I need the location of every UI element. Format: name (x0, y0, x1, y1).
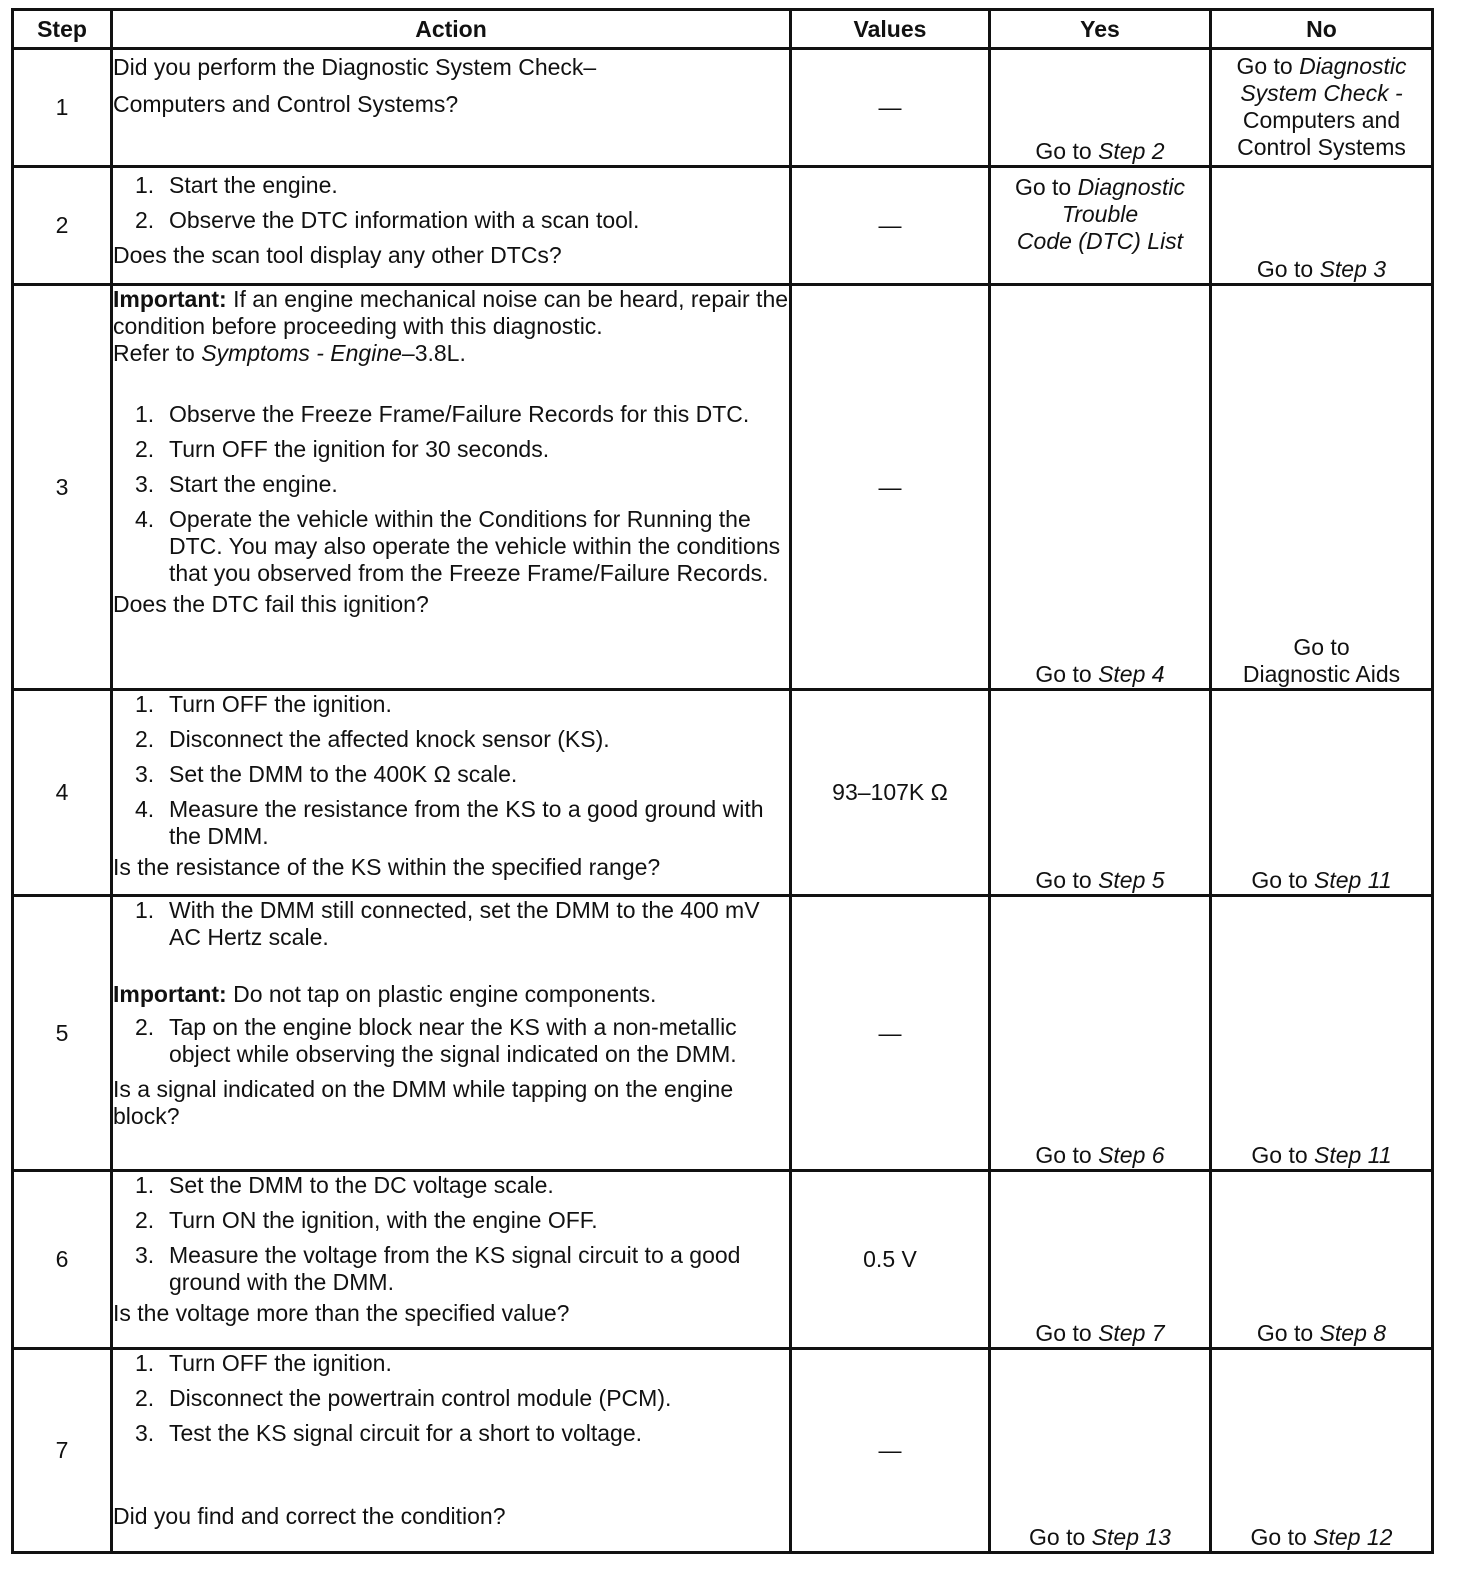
no-link[interactable]: System Check - (1240, 80, 1403, 107)
header-action: Action (112, 10, 791, 49)
action-cell (112, 1171, 791, 1349)
no-link[interactable]: Diagnostic (1299, 53, 1407, 80)
step-number: 6 (13, 1171, 112, 1349)
action-text: Computers and Control Systems? (113, 91, 459, 117)
yes-link[interactable]: Step 6 (1098, 1142, 1165, 1169)
step-number: 3 (13, 285, 112, 690)
step-number: 1 (13, 49, 112, 167)
refer-link[interactable]: Symptoms - Engine (201, 340, 402, 366)
yes-link[interactable]: Code (DTC) List (1016, 227, 1184, 254)
no-prefix: Go to (1256, 256, 1314, 283)
step-number: 4 (13, 690, 112, 896)
yes-prefix: Go to (1035, 1142, 1092, 1169)
yes-cell (990, 285, 1211, 690)
table-row (13, 690, 1433, 896)
action-question: Is the resistance of the KS within the specified range? (113, 854, 661, 880)
action-step: 1. Turn OFF the ignition. (135, 1350, 392, 1376)
step-number: 5 (13, 896, 112, 1171)
action-cell (112, 49, 791, 167)
no-link[interactable]: Step 11 (1314, 867, 1392, 894)
action-steps (113, 401, 789, 587)
action-steps (113, 1014, 789, 1068)
yes-prefix: Go to (1035, 867, 1092, 894)
yes-link[interactable]: Trouble (1061, 200, 1139, 227)
values-cell: 93–107K Ω (791, 690, 990, 896)
no-prefix: Go to (1250, 1524, 1307, 1551)
no-cell (1211, 1349, 1433, 1553)
no-text: Go to (1293, 634, 1350, 661)
action-step: 3. Measure the voltage from the KS signal circuit to a good ground with the DMM. (135, 1242, 741, 1295)
action-step: 3. Test the KS signal circuit for a short to voltage. (135, 1420, 643, 1446)
action-question: Is a signal indicated on the DMM while tapping on the engine block? (113, 1076, 734, 1129)
no-text: Control Systems (1237, 134, 1406, 161)
action-step: 3. Set the DMM to the 400K Ω scale. (135, 761, 518, 787)
table-row (13, 49, 1433, 167)
important-label: Important: (113, 981, 227, 1007)
no-cell (1211, 896, 1433, 1171)
action-step: 1. Set the DMM to the DC voltage scale. (135, 1172, 554, 1198)
values-cell: 0.5 V (791, 1171, 990, 1349)
important-note (113, 286, 789, 340)
important-text: Do not tap on plastic engine components. (233, 981, 657, 1007)
values-cell: — (791, 896, 990, 1171)
step-number: 7 (13, 1349, 112, 1553)
no-text: Computers and (1242, 107, 1401, 134)
action-cell (112, 896, 791, 1171)
no-prefix: Go to (1251, 867, 1308, 894)
action-cell (112, 285, 791, 690)
action-step: 1. With the DMM still connected, set the DMM to the 400 mV AC Hertz scale. (135, 897, 760, 950)
no-cell (1211, 167, 1433, 285)
action-steps (113, 1172, 789, 1296)
action-steps (113, 897, 789, 951)
yes-link[interactable]: Step 13 (1091, 1524, 1171, 1551)
yes-cell (990, 167, 1211, 285)
no-link[interactable]: Step 12 (1313, 1524, 1393, 1551)
yes-link[interactable]: Step 4 (1098, 661, 1165, 688)
action-question: Is the voltage more than the specified value? (113, 1300, 570, 1326)
no-prefix: Go to (1236, 53, 1293, 80)
action-step: 1. Start the engine. (135, 172, 338, 198)
action-cell (112, 167, 791, 285)
no-link[interactable]: Step 3 (1319, 256, 1387, 283)
table-row (13, 1171, 1433, 1349)
yes-link[interactable]: Step 2 (1098, 138, 1165, 165)
header-step: Step (13, 10, 112, 49)
yes-cell (990, 1171, 1211, 1349)
values-cell: — (791, 285, 990, 690)
important-label: Important: (113, 286, 227, 312)
yes-cell (990, 49, 1211, 167)
action-step: 2. Disconnect the affected knock sensor (KS). (135, 726, 610, 752)
no-cell (1211, 49, 1433, 167)
yes-link[interactable]: Step 7 (1098, 1320, 1165, 1347)
no-cell (1211, 690, 1433, 896)
no-cell (1211, 1171, 1433, 1349)
action-step: 2. Turn OFF the ignition for 30 seconds. (135, 436, 550, 462)
yes-prefix: Go to (1035, 661, 1092, 688)
action-steps (113, 691, 789, 850)
action-step: 3. Start the engine. (135, 471, 338, 497)
action-step: 2. Tap on the engine block near the KS with a non-metallic object while observing the signal indicated on the DMM. (135, 1014, 737, 1067)
values-cell: — (791, 49, 990, 167)
action-question: Does the DTC fail this ignition? (113, 591, 429, 617)
action-step: 4. Measure the resistance from the KS to a good ground with the DMM. (135, 796, 764, 849)
yes-prefix: Go to (1029, 1524, 1086, 1551)
table-row (13, 285, 1433, 690)
yes-cell (990, 896, 1211, 1171)
action-steps (113, 1350, 789, 1447)
yes-link[interactable]: Diagnostic (1077, 174, 1186, 200)
header-row (13, 10, 1433, 49)
values-cell: — (791, 167, 990, 285)
header-values: Values (791, 10, 990, 49)
yes-cell (990, 1349, 1211, 1553)
no-prefix: Go to (1251, 1142, 1308, 1169)
no-link[interactable]: Step 11 (1314, 1142, 1392, 1169)
no-text[interactable]: Diagnostic Aids (1242, 661, 1401, 688)
yes-link[interactable]: Step 5 (1098, 867, 1165, 894)
header-yes: Yes (990, 10, 1211, 49)
refer-note: Refer to Symptoms - Engine–3.8L. (113, 340, 466, 366)
no-link[interactable]: Step 8 (1319, 1320, 1387, 1347)
action-step: 2. Observe the DTC information with a scan tool. (135, 207, 640, 233)
diagnostic-table (11, 8, 1434, 1554)
action-step: 4. Operate the vehicle within the Conditions for Running the DTC. You may also operate the vehicle within the conditions that you observed from the Freeze Frame/Failure Records. (135, 506, 781, 586)
table-row (13, 167, 1433, 285)
important-text: If an engine mechanical noise can be heard, repair the condition before proceeding with this diagnostic. (113, 286, 789, 339)
action-question: Does the scan tool display any other DTCs? (113, 242, 562, 268)
action-step: 1. Turn OFF the ignition. (135, 691, 392, 717)
step-number: 2 (13, 167, 112, 285)
action-text: Did you perform the Diagnostic System Check– (113, 54, 597, 80)
action-cell (112, 1349, 791, 1553)
no-prefix: Go to (1256, 1320, 1314, 1347)
action-step: 1. Observe the Freeze Frame/Failure Records for this DTC. (135, 401, 750, 427)
values-cell: — (791, 1349, 990, 1553)
no-cell (1211, 285, 1433, 690)
important-note (113, 981, 789, 1008)
action-question: Did you find and correct the condition? (113, 1503, 506, 1529)
action-steps (113, 172, 789, 234)
yes-prefix: Go to (1035, 1320, 1092, 1347)
action-step: 2. Disconnect the powertrain control module (PCM). (135, 1385, 672, 1411)
yes-cell (990, 690, 1211, 896)
yes-prefix: Go to (1014, 174, 1072, 200)
action-cell (112, 690, 791, 896)
table-row (13, 1349, 1433, 1553)
yes-prefix: Go to (1035, 138, 1092, 165)
action-step: 2. Turn ON the ignition, with the engine OFF. (135, 1207, 598, 1233)
table-row (13, 896, 1433, 1171)
header-no: No (1211, 10, 1433, 49)
